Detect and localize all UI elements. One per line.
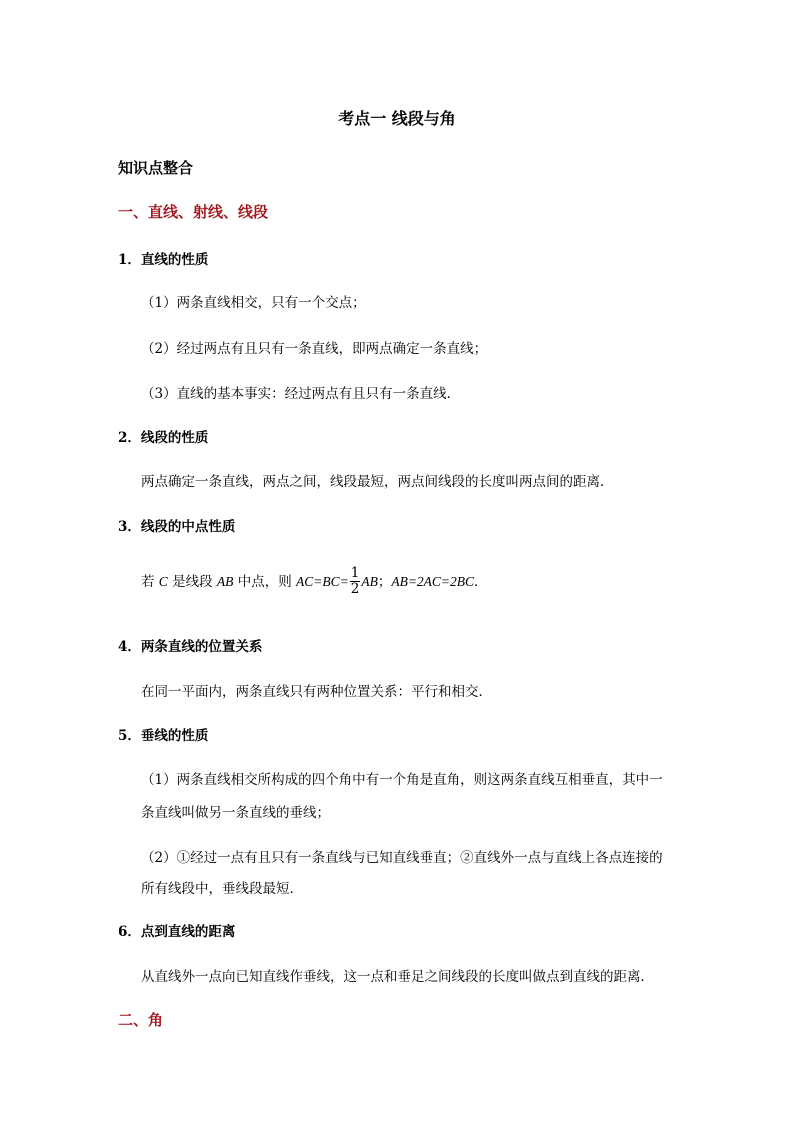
section-heading-angles: 二、角 — [118, 1011, 164, 1029]
formula-text: 中点，则 — [233, 574, 296, 590]
subheading-line-properties: 1．直线的性质 — [118, 252, 209, 268]
fraction-numerator: 1 — [350, 565, 360, 581]
paragraph: 从直线外一点向已知直线作垂线，这一点和垂足之间线段的长度叫做点到直线的距离． — [141, 969, 654, 985]
paragraph: 在同一平面内，两条直线只有两种位置关系：平行和相交． — [141, 684, 492, 700]
paragraph: （1）两条直线相交所构成的四个角中有一个角是直角，则这两条直线互相垂直，其中一 — [141, 772, 663, 788]
midpoint-formula — [141, 567, 488, 598]
fraction-denominator: 2 — [350, 581, 360, 597]
formula-separator: ； — [377, 574, 392, 590]
paragraph: （1）两条直线相交，只有一个交点； — [141, 295, 366, 311]
formula-text: 若 — [141, 574, 159, 590]
subheading-point-line-distance: 6．点到直线的距离 — [118, 924, 236, 940]
subheading-line-relations: 4．两条直线的位置关系 — [118, 639, 263, 655]
section-heading-lines: 一、直线、射线、线段 — [118, 203, 269, 221]
paragraph: 所有线段中，垂线段最短． — [141, 881, 303, 897]
fraction-one-half — [350, 566, 361, 597]
paragraph: 条直线叫做另一条直线的垂线； — [141, 805, 330, 821]
paragraph: （2）①经过一点有且只有一条直线与已知直线垂直；②直线外一点与直线上各点连接的 — [141, 850, 663, 866]
paragraph: 两点确定一条直线，两点之间，线段最短，两点间线段的长度叫两点间的距离． — [141, 474, 614, 490]
subheading-midpoint-properties: 3．线段的中点性质 — [118, 519, 236, 535]
formula-variable: AB — [216, 574, 234, 589]
formula-equation: AB — [361, 574, 378, 589]
subheading-perpendicular-properties: 5．垂线的性质 — [118, 728, 209, 744]
formula-text: 是线段 — [167, 574, 217, 590]
knowledge-heading: 知识点整合 — [118, 159, 194, 177]
formula-variable: C — [158, 574, 168, 589]
formula-end: ． — [474, 574, 488, 590]
page-title: 考点一 线段与角 — [338, 109, 456, 128]
formula-equation: AC=BC= — [296, 574, 349, 589]
subheading-segment-properties: 2．线段的性质 — [118, 430, 209, 446]
paragraph: （2）经过两点有且只有一条直线，即两点确定一条直线； — [141, 341, 488, 357]
paragraph: （3）直线的基本事实：经过两点有且只有一条直线． — [141, 386, 461, 402]
formula-equation: AB=2AC=2BC — [391, 574, 475, 589]
